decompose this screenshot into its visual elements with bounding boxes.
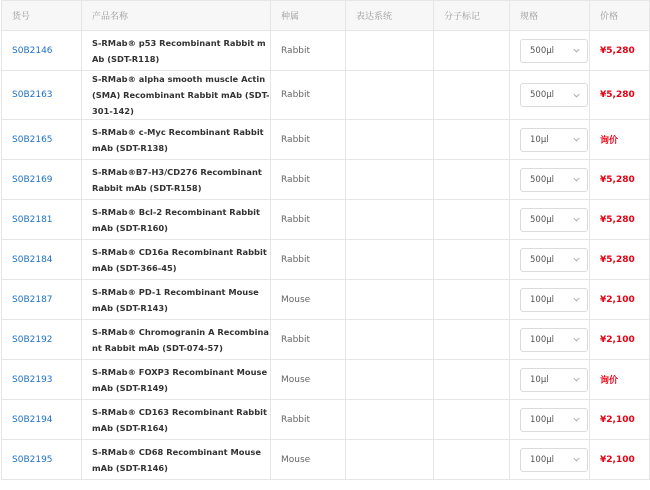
expression-system bbox=[346, 360, 434, 400]
table-header-row bbox=[2, 1, 650, 31]
product-code-cell bbox=[2, 400, 82, 440]
product-code-cell bbox=[2, 360, 82, 400]
expression-system bbox=[346, 31, 434, 71]
header-tag: 分子标记 bbox=[434, 1, 510, 31]
chevron-down-icon bbox=[572, 215, 581, 224]
price: ¥5,280 bbox=[590, 200, 650, 240]
spec-cell bbox=[510, 400, 590, 440]
product-table bbox=[1, 0, 650, 480]
product-code-cell bbox=[2, 280, 82, 320]
expression-system bbox=[346, 160, 434, 200]
spec-select[interactable] bbox=[520, 448, 588, 472]
species: Rabbit bbox=[271, 120, 346, 160]
chevron-down-icon bbox=[572, 135, 581, 144]
species: Rabbit bbox=[271, 71, 346, 120]
table-row bbox=[2, 320, 650, 360]
product-code-link[interactable]: S0B2146 bbox=[12, 45, 53, 56]
product-name: S-RMab®B7-H3/CD276 Recombinant Rabbit mAb (SDT-R158) bbox=[82, 160, 271, 200]
table-row bbox=[2, 71, 650, 120]
product-name: S-RMab® CD68 Recombinant Mouse mAb (SDT-R146) bbox=[82, 440, 271, 480]
table-row bbox=[2, 160, 650, 200]
product-name: S-RMab® Chromogranin A Recombinant Rabbit mAb (SDT-074-57) bbox=[82, 320, 271, 360]
spec-value: 500μl bbox=[530, 90, 554, 100]
price: ¥2,100 bbox=[590, 320, 650, 360]
price: 询价 bbox=[590, 120, 650, 160]
product-name: S-RMab® CD163 Recombinant Rabbit mAb (SDT-R164) bbox=[82, 400, 271, 440]
product-code-link[interactable]: S0B2193 bbox=[12, 374, 53, 385]
product-code-cell bbox=[2, 440, 82, 480]
spec-value: 500μl bbox=[530, 254, 554, 265]
product-code-cell bbox=[2, 120, 82, 160]
expression-system bbox=[346, 71, 434, 120]
species: Mouse bbox=[271, 360, 346, 400]
price: ¥5,280 bbox=[590, 240, 650, 280]
spec-select[interactable] bbox=[520, 39, 588, 63]
species: Rabbit bbox=[271, 160, 346, 200]
header-price: 价格 bbox=[590, 1, 650, 31]
spec-cell bbox=[510, 280, 590, 320]
chevron-down-icon bbox=[572, 335, 581, 344]
price: ¥2,100 bbox=[590, 280, 650, 320]
product-name: S-RMab® alpha smooth muscle Actin (SMA) Recombinant Rabbit mAb (SDT-301-142) bbox=[82, 71, 271, 120]
spec-cell bbox=[510, 200, 590, 240]
chevron-down-icon bbox=[572, 295, 581, 304]
product-name: S-RMab® PD-1 Recombinant Mouse mAb (SDT-R143) bbox=[82, 280, 271, 320]
table-row bbox=[2, 240, 650, 280]
spec-select[interactable] bbox=[520, 368, 588, 392]
product-code-cell bbox=[2, 320, 82, 360]
product-code-cell bbox=[2, 200, 82, 240]
price: ¥5,280 bbox=[590, 31, 650, 71]
chevron-down-icon bbox=[572, 415, 581, 424]
chevron-down-icon bbox=[572, 46, 581, 55]
molecular-tag bbox=[434, 280, 510, 320]
molecular-tag bbox=[434, 360, 510, 400]
species: Rabbit bbox=[271, 240, 346, 280]
table-row bbox=[2, 120, 650, 160]
spec-select[interactable] bbox=[520, 168, 588, 192]
molecular-tag bbox=[434, 120, 510, 160]
spec-select[interactable] bbox=[520, 248, 588, 272]
spec-cell bbox=[510, 160, 590, 200]
species: Rabbit bbox=[271, 31, 346, 71]
species: Rabbit bbox=[271, 200, 346, 240]
species: Mouse bbox=[271, 440, 346, 480]
spec-value: 100μl bbox=[530, 334, 554, 345]
product-code-cell bbox=[2, 31, 82, 71]
product-code-link[interactable]: S0B2192 bbox=[12, 334, 53, 345]
molecular-tag bbox=[434, 200, 510, 240]
chevron-down-icon bbox=[572, 455, 581, 464]
product-code-link[interactable]: S0B2181 bbox=[12, 214, 53, 225]
product-code-link[interactable]: S0B2195 bbox=[12, 454, 53, 465]
table-row bbox=[2, 280, 650, 320]
spec-cell bbox=[510, 31, 590, 71]
spec-select[interactable] bbox=[520, 128, 588, 152]
molecular-tag bbox=[434, 240, 510, 280]
spec-cell bbox=[510, 240, 590, 280]
species: Rabbit bbox=[271, 320, 346, 360]
product-name: S-RMab® CD16a Recombinant Rabbit mAb (SDT-366-45) bbox=[82, 240, 271, 280]
table-row bbox=[2, 31, 650, 71]
header-name: 产品名称 bbox=[82, 1, 271, 31]
spec-value: 100μl bbox=[530, 414, 554, 425]
spec-value: 10μl bbox=[530, 134, 549, 145]
price: ¥2,100 bbox=[590, 400, 650, 440]
spec-value: 500μl bbox=[530, 45, 554, 56]
spec-value: 100μl bbox=[530, 454, 554, 465]
chevron-down-icon bbox=[572, 255, 581, 264]
spec-select[interactable] bbox=[520, 83, 588, 107]
header-species: 种属 bbox=[271, 1, 346, 31]
expression-system bbox=[346, 240, 434, 280]
spec-cell bbox=[510, 440, 590, 480]
product-code-link[interactable]: S0B2165 bbox=[12, 134, 53, 145]
price: 询价 bbox=[590, 360, 650, 400]
chevron-down-icon bbox=[572, 91, 581, 100]
product-name: S-RMab® p53 Recombinant Rabbit mAb (SDT-R118) bbox=[82, 31, 271, 71]
molecular-tag bbox=[434, 320, 510, 360]
spec-cell bbox=[510, 360, 590, 400]
table-row bbox=[2, 400, 650, 440]
molecular-tag bbox=[434, 160, 510, 200]
header-spec: 规格 bbox=[510, 1, 590, 31]
product-code-link[interactable]: S0B2169 bbox=[12, 174, 53, 185]
table-row bbox=[2, 200, 650, 240]
header-code: 货号 bbox=[2, 1, 82, 31]
price: ¥5,280 bbox=[590, 160, 650, 200]
product-code-link[interactable]: S0B2184 bbox=[12, 254, 53, 265]
spec-cell bbox=[510, 71, 590, 120]
molecular-tag bbox=[434, 31, 510, 71]
price: ¥2,100 bbox=[590, 440, 650, 480]
product-code-cell bbox=[2, 160, 82, 200]
product-code-link[interactable]: S0B2194 bbox=[12, 414, 53, 425]
spec-value: 500μl bbox=[530, 174, 554, 185]
molecular-tag bbox=[434, 400, 510, 440]
product-code-link[interactable]: S0B2163 bbox=[12, 90, 53, 100]
spec-cell bbox=[510, 320, 590, 360]
product-code-cell bbox=[2, 71, 82, 120]
expression-system bbox=[346, 200, 434, 240]
spec-value: 10μl bbox=[530, 374, 549, 385]
spec-select[interactable] bbox=[520, 408, 588, 432]
spec-select[interactable] bbox=[520, 208, 588, 232]
molecular-tag bbox=[434, 440, 510, 480]
molecular-tag bbox=[434, 71, 510, 120]
species: Rabbit bbox=[271, 400, 346, 440]
price: ¥5,280 bbox=[590, 71, 650, 120]
expression-system bbox=[346, 400, 434, 440]
product-name: S-RMab® Bcl-2 Recombinant Rabbit mAb (SDT-R160) bbox=[82, 200, 271, 240]
header-expression: 表达系统 bbox=[346, 1, 434, 31]
spec-select[interactable] bbox=[520, 328, 588, 352]
chevron-down-icon bbox=[572, 175, 581, 184]
product-name: S-RMab® c-Myc Recombinant Rabbit mAb (SDT-R138) bbox=[82, 120, 271, 160]
spec-cell bbox=[510, 120, 590, 160]
spec-value: 500μl bbox=[530, 214, 554, 225]
species: Mouse bbox=[271, 280, 346, 320]
chevron-down-icon bbox=[572, 375, 581, 384]
table-row bbox=[2, 360, 650, 400]
product-name: S-RMab® FOXP3 Recombinant Mouse mAb (SDT-R149) bbox=[82, 360, 271, 400]
spec-value: 100μl bbox=[530, 294, 554, 305]
product-code-link[interactable]: S0B2187 bbox=[12, 294, 53, 305]
spec-select[interactable] bbox=[520, 288, 588, 312]
expression-system bbox=[346, 440, 434, 480]
expression-system bbox=[346, 120, 434, 160]
expression-system bbox=[346, 320, 434, 360]
expression-system bbox=[346, 280, 434, 320]
product-code-cell bbox=[2, 240, 82, 280]
table-row bbox=[2, 440, 650, 480]
